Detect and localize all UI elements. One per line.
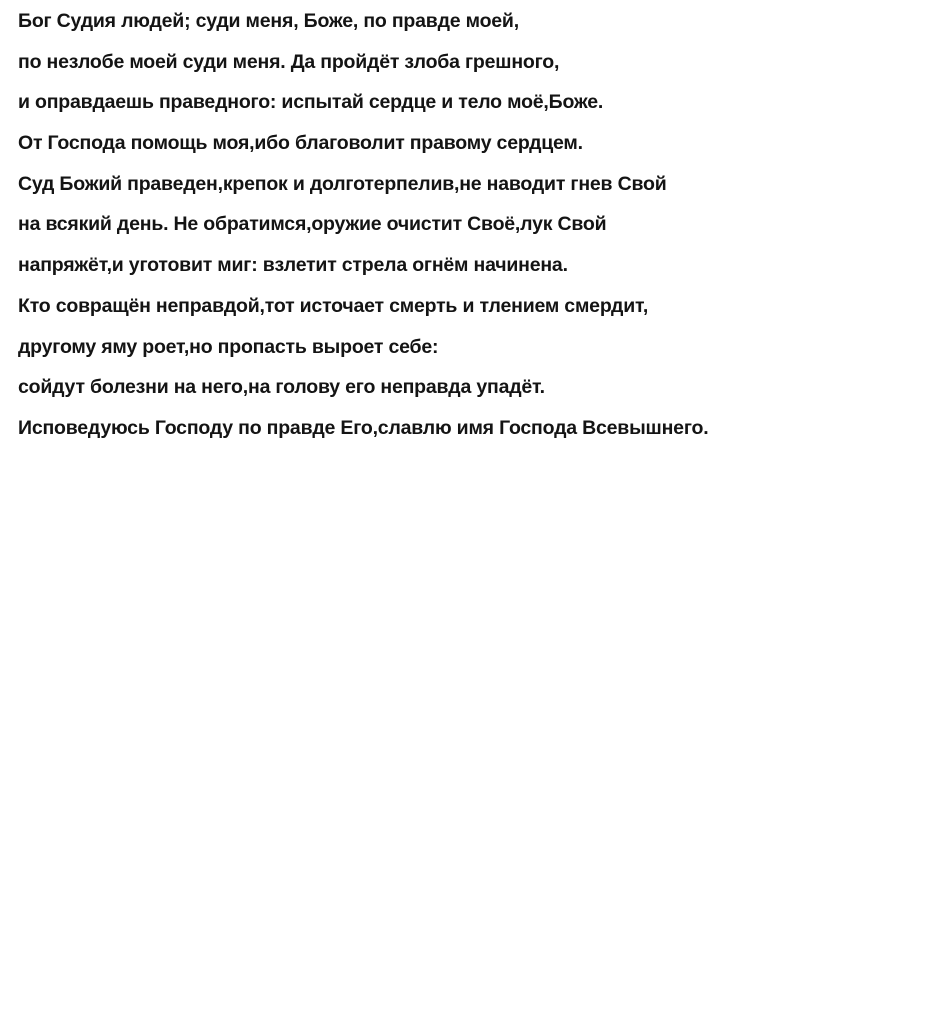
text-line-3: и оправдаешь праведного: испытай сердце и тело моё,Боже.: [18, 91, 604, 114]
text-line-9: другому яму роет,но пропасть выроет себе:: [18, 335, 439, 358]
text-line-5: Суд Божий праведен,крепок и долготерпелив,не наводит гнев Свой: [18, 172, 667, 195]
text-line-10: сойдут болезни на него,на голову его неправда упадёт.: [18, 376, 545, 399]
text-line-1: Бог Судия людей; суди меня, Боже, по правде моей,: [18, 10, 519, 32]
prayer-text: [18, 0, 938, 449]
text-line-6: на всякий день. Не обратимся,оружие очистит Своё,лук Свой: [18, 213, 607, 236]
text-line-7: напряжёт,и уготовит миг: взлетит стрела огнём начинена.: [18, 254, 568, 277]
text-line-2: по незлобе моей суди меня. Да пройдёт злоба грешного,: [18, 50, 560, 73]
text-line-11: Исповедуюсь Господу по правде Его,славлю имя Господа Всевышнего.: [18, 416, 709, 439]
text-line-8: Кто совращён неправдой,тот источает смерть и тлением смердит,: [18, 294, 649, 317]
text-line-4: От Господа помощь моя,ибо благоволит правому сердцем.: [18, 132, 583, 155]
